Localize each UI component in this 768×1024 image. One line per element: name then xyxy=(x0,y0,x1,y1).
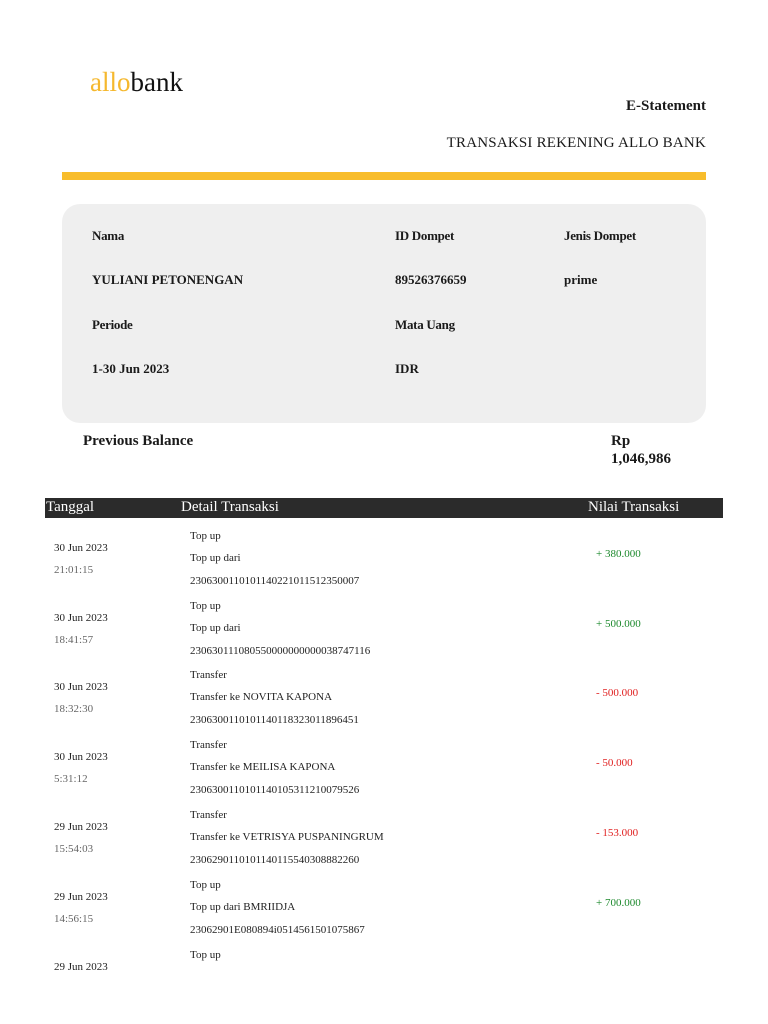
wallet-id-value: 89526376659 xyxy=(395,272,467,287)
tx-date: 30 Jun 2023 xyxy=(54,681,108,693)
tx-amount: + 700.000 xyxy=(596,897,641,909)
header-amount: Nilai Transaksi xyxy=(588,499,680,515)
transaction-row xyxy=(0,667,768,737)
tx-reference: 2306300110101140118323011896451 xyxy=(190,714,359,726)
tx-amount: + 500.000 xyxy=(596,618,641,630)
tx-date: 29 Jun 2023 xyxy=(54,891,108,903)
header-detail: Detail Transaksi xyxy=(181,499,279,515)
previous-balance-currency: Rp xyxy=(611,433,631,449)
logo-bank-text: bank xyxy=(130,67,183,97)
wallet-type-value: prime xyxy=(564,272,598,287)
tx-time: 5:31:12 xyxy=(54,773,88,785)
page-subtitle: TRANSAKSI REKENING ALLO BANK xyxy=(446,135,706,151)
wallet-type-label: Jenis Dompet xyxy=(564,228,636,243)
wallet-id-label: ID Dompet xyxy=(395,228,455,243)
tx-amount: - 50.000 xyxy=(596,757,633,769)
tx-time: 21:01:15 xyxy=(54,564,94,576)
tx-type: Top up xyxy=(190,600,221,612)
transaction-row xyxy=(0,598,768,668)
transaction-row xyxy=(0,947,768,1007)
tx-type: Top up xyxy=(190,949,221,961)
tx-reference: 23062901E080894i0514561501075867 xyxy=(190,924,365,936)
tx-date: 30 Jun 2023 xyxy=(54,751,108,763)
tx-description: Top up dari xyxy=(190,622,241,634)
tx-type: Transfer xyxy=(190,809,227,821)
tx-amount: + 380.000 xyxy=(596,548,641,560)
tx-date: 29 Jun 2023 xyxy=(54,961,108,973)
currency-value: IDR xyxy=(395,361,419,376)
tx-amount: - 500.000 xyxy=(596,687,639,699)
accent-divider xyxy=(62,172,706,180)
currency-label: Mata Uang xyxy=(395,317,455,332)
name-label: Nama xyxy=(92,228,125,243)
tx-description: Transfer ke VETRISYA PUSPANINGRUM xyxy=(190,831,384,843)
tx-description: Top up dari BMRIIDJA xyxy=(190,901,296,913)
tx-amount: - 153.000 xyxy=(596,827,639,839)
logo-allo-text: allo xyxy=(90,67,131,97)
tx-description: Transfer ke NOVITA KAPONA xyxy=(190,691,333,703)
period-value: 1-30 Jun 2023 xyxy=(92,361,170,376)
tx-date: 29 Jun 2023 xyxy=(54,821,108,833)
previous-balance-label: Previous Balance xyxy=(83,433,194,449)
page-title: E-Statement xyxy=(626,98,706,114)
tx-date: 30 Jun 2023 xyxy=(54,542,108,554)
tx-description: Transfer ke MEILISA KAPONA xyxy=(190,761,336,773)
previous-balance-amount: 1,046,986 xyxy=(611,451,671,467)
tx-date: 30 Jun 2023 xyxy=(54,612,108,624)
allobank-logo xyxy=(90,66,183,98)
account-info-card xyxy=(62,204,706,423)
tx-time: 15:54:03 xyxy=(54,843,94,855)
tx-time: 18:41:57 xyxy=(54,634,94,646)
period-label: Periode xyxy=(92,317,133,332)
tx-time: 14:56:15 xyxy=(54,913,94,925)
tx-reference: 230630111080550000000000038747116 xyxy=(190,645,371,657)
tx-type: Transfer xyxy=(190,669,227,681)
tx-description: Top up dari xyxy=(190,552,241,564)
tx-reference: 2306300110101140105311210079526 xyxy=(190,784,360,796)
name-value: YULIANI PETONENGAN xyxy=(92,272,244,287)
transaction-row xyxy=(0,737,768,807)
transaction-row xyxy=(0,528,768,598)
tx-type: Top up xyxy=(190,879,221,891)
tx-time: 18:32:30 xyxy=(54,703,94,715)
transaction-row xyxy=(0,877,768,947)
transaction-row xyxy=(0,807,768,877)
transactions-table-header xyxy=(45,498,723,518)
tx-reference: 2306290110101140115540308882260 xyxy=(190,854,360,866)
header-date: Tanggal xyxy=(46,499,95,515)
tx-type: Top up xyxy=(190,530,221,542)
tx-reference: 2306300110101140221011512350007 xyxy=(190,575,360,587)
tx-type: Transfer xyxy=(190,739,227,751)
